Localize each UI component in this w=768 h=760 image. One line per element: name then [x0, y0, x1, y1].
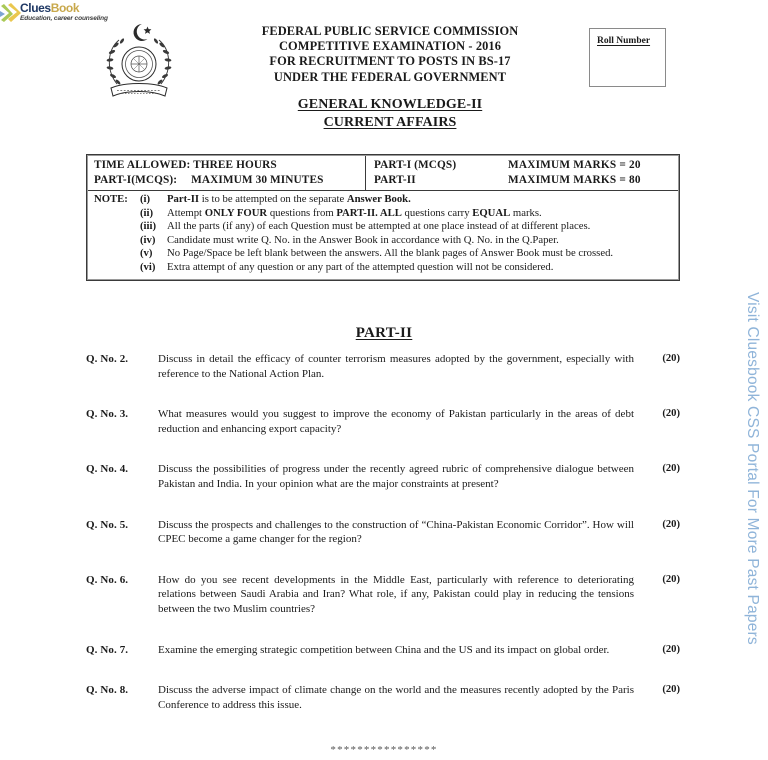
part1-duration-label: PART-I(MCQS): [94, 173, 178, 186]
question-row [86, 643, 680, 658]
question-marks: (20) [662, 518, 680, 530]
question-text: What measures would you suggest to improve the economy of Pakistan particularly in the areas of debt reduction and enhancing export capacity? [158, 408, 634, 435]
footer-asterisks: **************** [330, 744, 438, 756]
question-number: Q. No. 4. [86, 463, 129, 476]
question-number: Q. No. 3. [86, 408, 129, 421]
question-row [86, 352, 680, 381]
note-text: Extra attempt of any question or any part of the attempted question will not be considered. [167, 260, 554, 273]
part1-marks: MAXIMUM MARKS = 20 [508, 159, 641, 171]
side-watermark: Visit Cluesbook CSS Portal For More Past Papers [744, 292, 761, 645]
marks-cell [366, 156, 678, 190]
note-text: Part-II is to be attempted on the separate Answer Book. [167, 193, 411, 205]
exam-info-table [86, 154, 680, 281]
note-item [94, 207, 670, 221]
question-marks: (20) [662, 463, 680, 475]
note-item [94, 234, 670, 248]
logo-text-clues: Clues [20, 1, 51, 15]
notes-block [88, 191, 678, 279]
question-text: Discuss the possibilities of progress under the recently agreed rubric of comprehensive dialogue between Pakistan and India. In your opinion what are the major constraints at present? [158, 463, 634, 490]
part2-marks: MAXIMUM MARKS = 80 [508, 173, 641, 186]
note-text: Attempt ONLY FOUR questions from PART-II. ALL questions carry EQUAL marks. [167, 206, 542, 219]
part-two-heading-text: PART-II [355, 325, 413, 341]
note-item [94, 220, 670, 234]
question-text: Discuss in detail the efficacy of counter terrorism measures adopted by the government, especially with reference to the National Action Plan. [158, 353, 634, 380]
question-marks: (20) [662, 353, 680, 364]
note-number: (i) [140, 193, 151, 205]
question-row [86, 462, 680, 491]
part-two-heading [0, 325, 768, 342]
header-line-4: UNDER THE FEDERAL GOVERNMENT [273, 69, 507, 84]
question-row [86, 683, 680, 712]
question-marks: (20) [662, 684, 680, 696]
note-text: Candidate must write Q. No. in the Answer Book in accordance with Q. No. in the Q.Paper. [167, 233, 559, 246]
header-line-2: COMPETITIVE EXAMINATION - 2016 [278, 39, 502, 54]
timing-cell [88, 156, 366, 190]
question-marks: (20) [662, 408, 680, 420]
part1-duration-value: MAXIMUM 30 MINUTES [191, 173, 324, 186]
question-number: Q. No. 8. [86, 684, 129, 697]
note-number: (vi) [140, 260, 156, 273]
note-number: (iv) [140, 233, 156, 246]
note-number: (v) [140, 247, 153, 260]
cluesbook-wordmark [20, 2, 79, 14]
roll-number-label: Roll Number [597, 36, 651, 46]
header-line-1: FEDERAL PUBLIC SERVICE COMMISSION [261, 24, 519, 38]
question-number: Q. No. 7. [86, 643, 129, 656]
question-number: Q. No. 6. [86, 573, 129, 586]
document-header [228, 24, 552, 132]
question-number: Q. No. 5. [86, 518, 129, 531]
question-marks: (20) [662, 643, 680, 655]
question-marks: (20) [662, 573, 680, 585]
question-text: Discuss the adverse impact of climate change on the world and the measures recently adopted by the Paris Conference to address this issue. [158, 684, 634, 711]
maximum-marks-column [508, 158, 641, 187]
question-text: How do you see recent developments in the Middle East, particularly with reference to deteriorating relations between Saudi Arabia and Iran? What role, if any, Pakistan could play in reducing the tensions between the two Muslim countries? [158, 573, 634, 615]
note-heading: NOTE: [94, 193, 128, 205]
exam-info-row [88, 156, 678, 191]
question-row [86, 407, 680, 436]
cluesbook-chevron-icon [0, 3, 22, 25]
note-text: All the parts (if any) of each Question must be attempted at one place instead of at different places. [167, 220, 591, 233]
note-item [94, 247, 670, 261]
part1-duration-line [94, 173, 365, 188]
time-allowed: TIME ALLOWED: THREE HOURS [94, 159, 277, 171]
note-number: (ii) [140, 206, 154, 219]
question-text: Examine the emerging strategic competition between China and the US and its impact on global order. [158, 643, 610, 656]
part1-label: PART-I (MCQS) [374, 159, 457, 171]
exam-info-table-inner [87, 155, 679, 280]
note-item [94, 193, 670, 207]
note-item [94, 261, 670, 275]
logo-text-book: Book [50, 1, 80, 15]
header-line-3: FOR RECRUITMENT TO POSTS IN BS-17 [269, 54, 511, 69]
subject-line-2: CURRENT AFFAIRS [323, 114, 457, 130]
fpsc-emblem-icon [95, 20, 183, 104]
cluesbook-logo [0, 1, 108, 27]
question-row [86, 573, 680, 617]
question-number: Q. No. 2. [86, 353, 129, 365]
questions-list [86, 352, 680, 738]
note-number: (iii) [140, 220, 157, 233]
question-text: Discuss the prospects and challenges to the construction of “China-Pakistan Economic Corridor”. How will CPEC become a game changer for the region? [158, 518, 634, 546]
note-text: No Page/Space be left blank between the answers. All the blank pages of Answer Book must be crossed. [167, 247, 614, 260]
question-row [86, 518, 680, 547]
roll-number-box[interactable] [589, 28, 666, 87]
paper-subject [228, 96, 552, 132]
logo-tagline: Education, career counseling [20, 15, 108, 22]
part2-label: PART-II [374, 173, 416, 186]
subject-line-1: GENERAL KNOWLEDGE-II [297, 96, 483, 112]
